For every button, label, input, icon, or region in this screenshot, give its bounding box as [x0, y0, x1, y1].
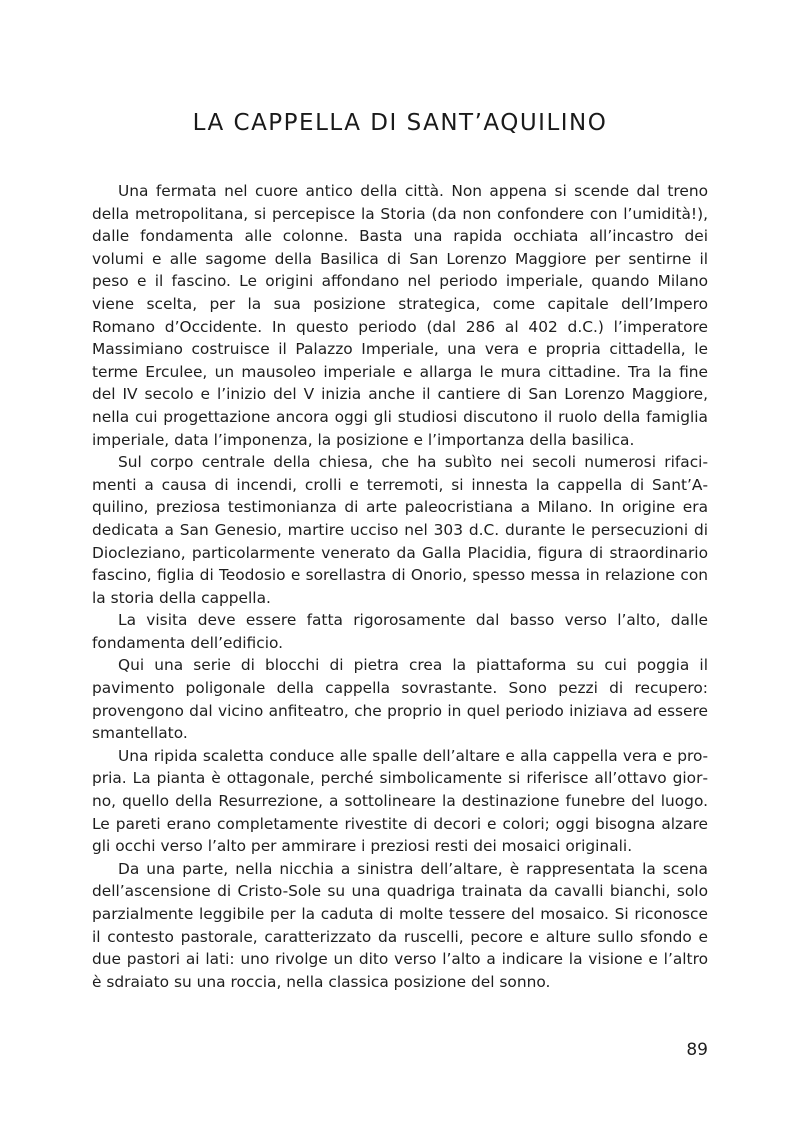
paragraph-octagonal-plan: Una ripida scaletta conduce alle spalle dell’altare e alla cappella vera e propria. La pianta è ottagonale, perché simbolicamente si riferisce all’ottavo giorno, quello della Resurrezione, a sottolineare la destinazione funebre del luogo. Le pareti erano completamente rivestite di decori e colori; oggi bisogna alzare gli occhi verso l’alto per ammirare i preziosi resti dei mosaici originali. [92, 746, 708, 856]
paragraph-visit-order: La visita deve essere fatta rigorosamente dal basso verso l’alto, dalle fondamenta dell’edificio. [92, 611, 708, 652]
page-number: 89 [686, 1040, 708, 1060]
paragraph-ascension-mosaic: Da una parte, nella nicchia a sinistra dell’altare, è rappresentata la scena dell’ascensione di Cristo-Sole su una quadriga trainata da cavalli bianchi, solo parzialmente leggibile per la caduta di molte tessere del mosaico. Si riconosce il contesto pastorale, caratterizzato da ruscelli, pecore e alture sullo sfondo e due pastori ai lati: uno rivolge un dito verso l’alto a indicare la visione e l’altro è sdraiato su una roccia, nella classica posizione del sonno. [92, 859, 708, 991]
paragraph-intro: Una fermata nel cuore antico della città. Non appena si scende dal treno della metropolitana, si percepisce la Storia (da non confondere con l’umidità!), dalle fondamenta alle colonne. Basta una rapida occhiata all’incastro dei volumi e alle sagome della Basilica di San Lorenzo Maggiore per sentirne il peso e il fascino. Le origini affondano nel periodo imperiale, quando Milano viene scelta, per la sua posizione strategica, come capitale dell’Impero Romano d’Occidente. In questo periodo (dal 286 al 402 d.C.) l’imperatore Massimiano costruisce il Palazzo Imperiale, una vera e propria cittadella, le terme Erculee, un mausoleo imperiale e allarga le mura cittadine. Tra la fine del IV secolo e l’inizio del V inizia anche il cantiere di San Lorenzo Maggiore, nella cui progettazione ancora oggi gli studiosi discutono il ruolo della famiglia imperiale, data l’imponenza, la posizione e l’importanza della basilica. [92, 182, 708, 449]
chapter-title: LA CAPPELLA DI SANT’AQUILINO [192, 110, 608, 136]
body-text [92, 180, 708, 993]
paragraph-chapel-origins: Sul corpo centrale della chiesa, che ha subìto nei secoli numerosi rifacimenti a causa di incendi, crolli e terremoti, si innesta la cappella di Sant’Aquilino, preziosa testimonianza di arte paleocristiana a Milano. In origine era dedicata a San Genesio, martire ucciso nel 303 d.C. durante le persecuzioni di Diocleziano, particolarmente venerato da Galla Placidia, figura di straordinario fascino, figlia di Teodosio e sorellastra di Onorio, spesso messa in relazione con la storia della cappella. [92, 453, 708, 607]
paragraph-foundation-blocks: Qui una serie di blocchi di pietra crea la piattaforma su cui poggia il pavimento poligonale della cappella sovrastante. Sono pezzi di recupero: provengono dal vicino anfiteatro, che proprio in quel periodo iniziava ad essere smantellato. [92, 656, 708, 743]
